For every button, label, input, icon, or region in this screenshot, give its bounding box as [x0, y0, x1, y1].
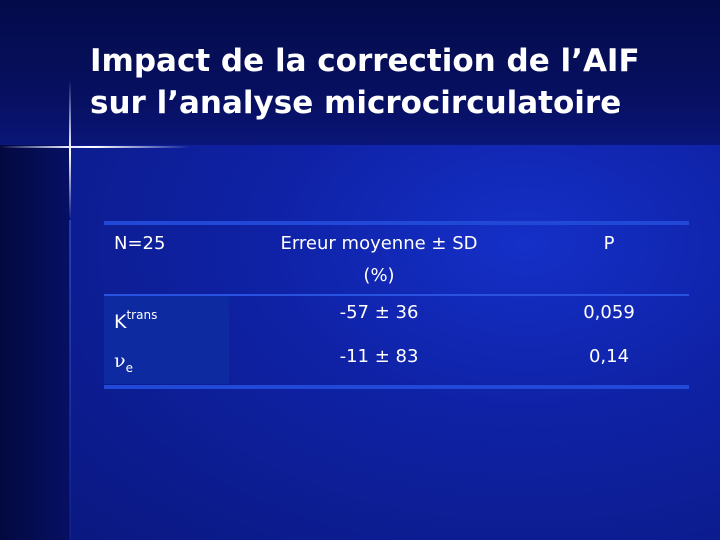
param-base: K	[114, 311, 127, 333]
param-superscript: trans	[126, 308, 158, 322]
slide-title-line-2: sur l’analyse microcirculatoire	[90, 85, 622, 121]
header-stub-cell: N=25	[114, 233, 166, 254]
results-table	[104, 221, 689, 389]
table-top-rule	[104, 221, 689, 225]
table-row-1-error: -57 ± 36	[339, 302, 419, 323]
slide-title	[90, 40, 640, 124]
header-p-cell: P	[603, 233, 615, 254]
table-row-2-param	[114, 349, 133, 380]
param-base: ν	[114, 350, 126, 372]
table-row-2-error: -11 ± 83	[339, 346, 419, 367]
decorative-cross-horizontal	[0, 146, 190, 148]
decorative-cross-vertical	[69, 80, 71, 220]
table-row-1-p: 0,059	[583, 302, 635, 323]
table-bottom-rule	[104, 385, 689, 389]
param-subscript: e	[125, 361, 133, 375]
table-row-1-param	[114, 303, 157, 334]
slide-title-line-1: Impact de la correction de l’AIF	[90, 43, 640, 79]
header-error-line-1: Erreur moyenne ± SD	[280, 233, 478, 254]
header-error-line-2: (%)	[363, 265, 395, 286]
decorative-vertical-line	[69, 220, 71, 540]
table-row-2-p: 0,14	[588, 346, 630, 367]
table-header-rule	[104, 294, 689, 296]
